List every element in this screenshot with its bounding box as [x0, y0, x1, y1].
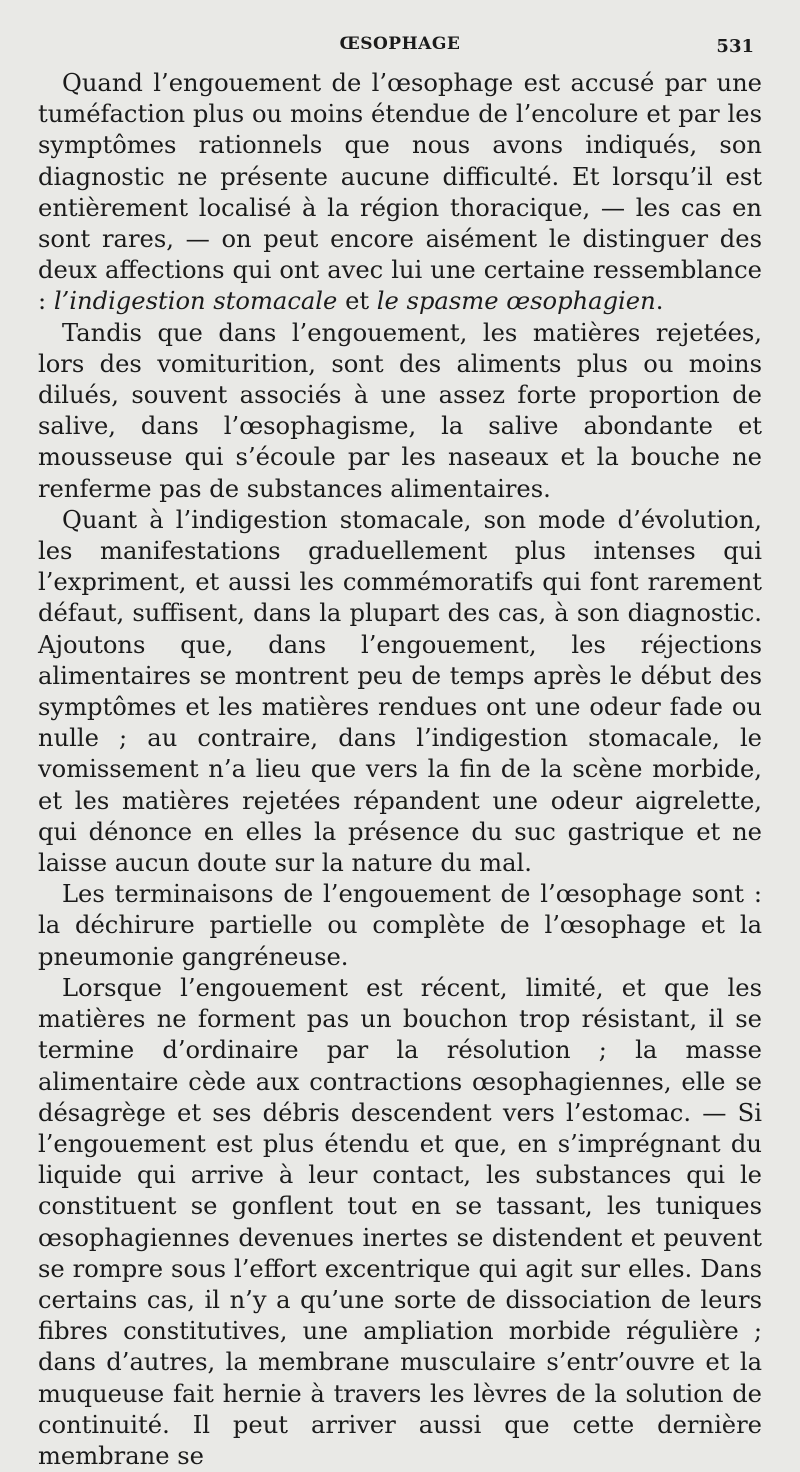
page-number: 531: [716, 36, 754, 57]
paragraph-text: et: [337, 287, 377, 316]
italic-term: le spasme œsophagien: [376, 287, 656, 316]
running-head-title: ŒSOPHAGE: [339, 34, 461, 54]
paragraph-text: .: [655, 287, 664, 316]
paragraph: Tandis que dans l’engouement, les matières rejetées, lors des vomiturition, sont des aliments plus ou moins dilués, souvent associés à une assez forte proportion de salive, dans l’œsophagisme, la salive abondante et mousseuse qui s’écoule par les naseaux et la bouche ne renferme pas de substances alimentaires.: [38, 318, 762, 503]
italic-term: l’indigestion stomacale: [53, 287, 338, 316]
running-head: [0, 34, 800, 58]
paragraph: Lorsque l’engouement est récent, limité, et que les matières ne forment pas un bouchon trop résistant, il se termine d’ordinaire par la résolution ; la masse alimentaire cède aux contractions œsophagiennes, elle se désagrège et ses débris descendent vers l’estomac. — Si l’engouement est plus étendu et que, en s’imprégnant du liquide qui arrive à leur contact, les substances qui le constituent se gonflent tout en se tassant, les tuniques œsophagiennes devenues inertes se distendent et peuvent se rompre sous l’effort excentrique qui agit sur elles. Dans certains cas, il n’y a qu’une sorte de dissociation de leurs fibres constitutives, une ampliation morbide régulière ; dans d’autres, la membrane musculaire s’entr’ouvre et la muqueuse fait hernie à travers les lèvres de la solution de continuité. Il peut arriver aussi que cette dernière membrane se: [38, 973, 762, 1470]
paragraph: Quant à l’indigestion stomacale, son mode d’évolution, les manifestations graduellement plus intenses qui l’expriment, et aussi les commémoratifs qui font rarement défaut, suffisent, dans la plupart des cas, à son diagnostic. Ajoutons que, dans l’engouement, les réjections alimentaires se montrent peu de temps après le début des symptômes et les matières rendues ont une odeur fade ou nulle ; au contraire, dans l’indigestion stomacale, le vomissement n’a lieu que vers la fin de la scène morbide, et les matières rejetées répandent une odeur aigrelette, qui dénonce en elles la présence du suc gastrique et ne laisse aucun doute sur la nature du mal.: [38, 505, 762, 878]
body-text: [38, 68, 762, 1472]
paragraph: [38, 68, 762, 318]
paragraph-text: Quand l’engouement de l’œsophage est accusé par une tuméfaction plus ou moins étendue de l’encolure et par les symptômes rationnels que nous avons indiqués, son diagnostic ne présente aucune difficulté. Et lorsqu’il est entièrement localisé à la région thoracique, — les cas en sont rares, — on peut encore aisément le distinguer des deux affections qui ont avec lui une certaine ressemblance :: [38, 69, 762, 316]
paragraph: Les terminaisons de l’engouement de l’œsophage sont : la déchirure partielle ou complète de l’œsophage et la pneumonie gangréneuse.: [38, 880, 762, 971]
